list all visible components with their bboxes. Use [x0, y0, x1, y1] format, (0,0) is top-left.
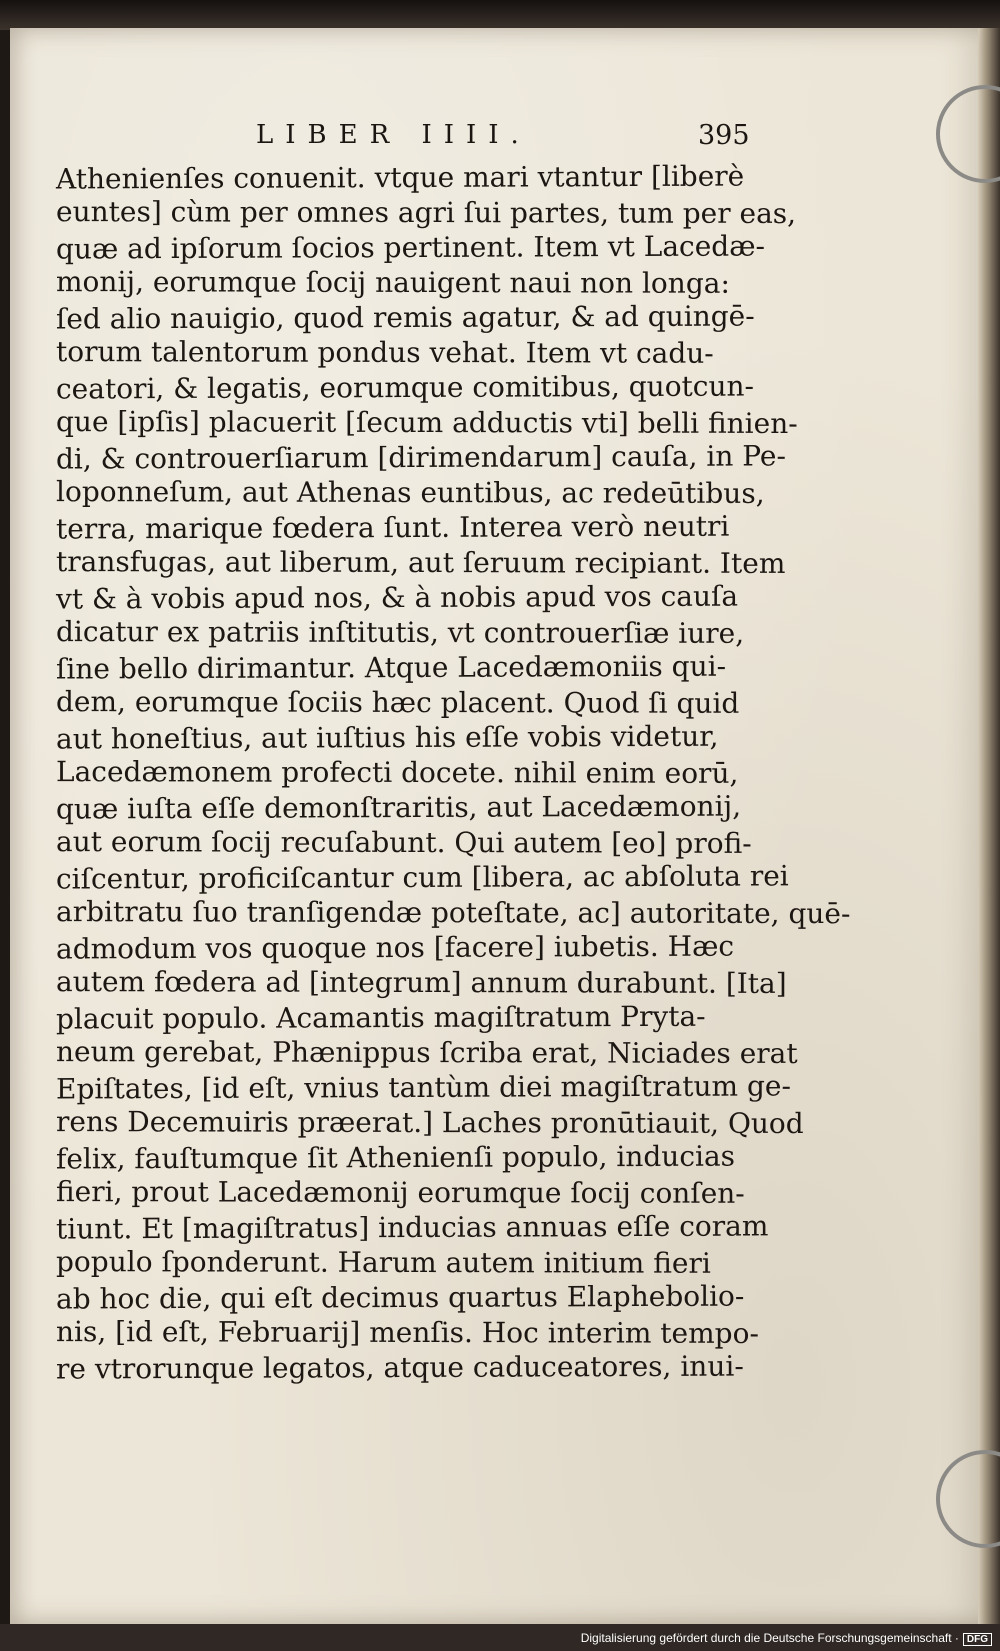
text-line: Epiſtates, [id eſt, vnius tantùm diei magiſtratum ge- [56, 1069, 791, 1106]
text-line: tiunt. Et [magiſtratus] inducias annuas eſſe coram [56, 1209, 769, 1246]
text-line: ſed alio nauigio, quod remis agatur, & ad quingē- [56, 299, 755, 336]
text-line: ſine bello dirimantur. Atque Lacedæmoniis qui- [56, 649, 727, 686]
page-fore-edge [978, 28, 1000, 1624]
text-line: Athenienſes conuenit. vtque mari vtantur [liberè [56, 159, 745, 196]
text-line: arbitratu ſuo tranſigendæ poteſtate, ac] autoritate, quē- [56, 895, 851, 931]
funding-credit-text: Digitalisierung gefördert durch die Deutsche Forschungsgemeinschaft · [580, 1631, 959, 1645]
text-line: ab hoc die, qui eſt decimus quartus Elapheboliο- [56, 1279, 745, 1316]
text-line: dicatur ex patriis inſtitutis, vt controuerſiæ iure, [56, 615, 745, 650]
text-line: fieri, prout Lacedæmonij eorumque ſocij conſen- [56, 1175, 745, 1210]
text-line: aut honeſtius, aut iuſtius his eſſe vobis videtur, [56, 719, 719, 756]
text-line: re vtrorunque legatos, atque caduceatores, inui- [56, 1349, 744, 1386]
dfg-logo: DFG [963, 1633, 992, 1646]
text-line: autem fœdera ad [integrum] annum durabunt. [Ita] [56, 965, 787, 1000]
text-line: di, & controuerſiarum [dirimendarum] cauſa, in Pe- [56, 439, 786, 476]
text-line: placuit populo. Acamantis magiſtratum Pryta- [56, 999, 706, 1036]
text-line: admodum vos quoque nos [facere] iubetis. Hæc [56, 929, 735, 966]
text-line: populo ſponderunt. Harum autem initium fieri [56, 1245, 711, 1280]
text-line: euntes] cùm per omnes agri ſui partes, tum per eas, [56, 195, 797, 231]
text-line: vt & à vobis apud nos, & à nobis apud vos cauſa [56, 579, 739, 616]
text-line: quæ ad ipſorum ſocios pertinent. Item vt Lacedæ- [56, 229, 765, 266]
body-text [56, 159, 851, 1386]
book-page [10, 28, 988, 1624]
text-line: nis, [id eſt, Februarij] menſis. Hoc interim tempo- [56, 1315, 759, 1350]
text-line: Lacedæmonem profecti docete. nihil enim eorū, [56, 755, 739, 790]
page-number: 395 [698, 120, 750, 151]
text-line: quæ iuſta eſſe demonſtraritis, aut Lacedæmonij, [56, 789, 742, 826]
text-line: ceatori, & legatis, eorumque comitibus, quotcun- [56, 369, 755, 406]
text-line: dem, eorumque ſociis hæc placent. Quod ſi quid [56, 685, 740, 720]
text-line: transfugas, aut liberum, aut ſeruum recipiant. Item [56, 545, 786, 580]
footer-bar [0, 1624, 1000, 1651]
text-line: ciſcentur, proficiſcantur cum [libera, ac abſoluta rei [56, 859, 789, 896]
text-line: que [ipſis] placuerit [ſecum adductis vti] belli finien- [56, 405, 798, 441]
text-line: rens Decemuiris præerat.] Laches pronūtiauit, Quod [56, 1105, 804, 1141]
text-line: torum talentorum pondus vehat. Item vt cadu- [56, 335, 714, 370]
book-top-edge [0, 0, 1000, 30]
funding-credit [581, 1631, 992, 1646]
text-line: aut eorum ſocij recuſabunt. Qui autem [eo] profi- [56, 825, 752, 860]
text-line: monij, eorumque ſocij nauigent naui non longa: [56, 265, 730, 300]
text-line: terra, marique fœdera ſunt. Interea verò neutri [56, 509, 730, 546]
text-line: felix, fauſtumque ſit Athenienſi populo, inducias [56, 1139, 736, 1176]
text-line: neum gerebat, Phænippus ſcriba erat, Niciades erat [56, 1035, 798, 1071]
running-head: LIBER IIII. [256, 120, 531, 150]
text-line: loponneſum, aut Athenas euntibus, ac redeūtibus, [56, 475, 765, 510]
